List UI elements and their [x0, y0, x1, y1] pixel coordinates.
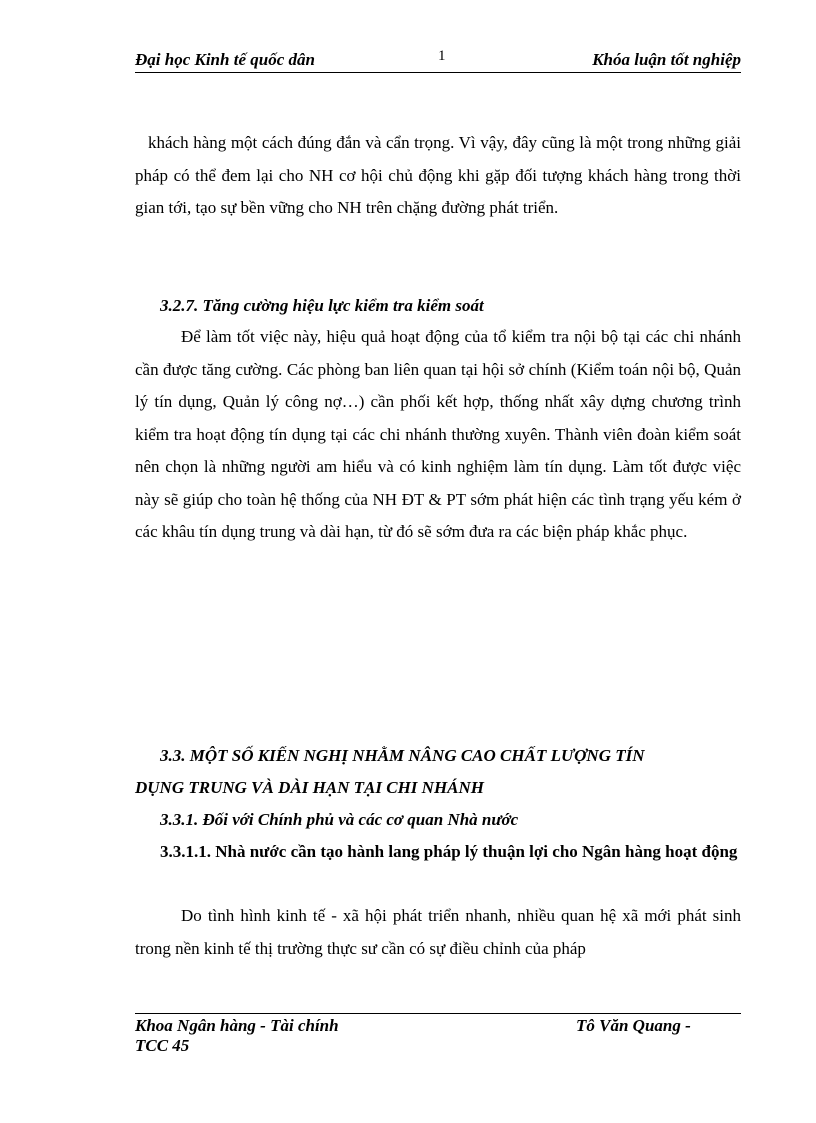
- heading-3-3-1-1: 3.3.1.1. Nhà nước cần tạo hành lang pháp lý thuận lợi cho Ngân hàng hoạt động: [160, 842, 738, 861]
- footer-divider: [135, 1013, 741, 1014]
- heading-3-3-line1: 3.3. MỘT SỐ KIẾN NGHỊ NHẰM NÂNG CAO CHẤT LƯỢNG TÍN: [160, 746, 645, 765]
- footer-faculty: Khoa Ngân hàng - Tài chính: [135, 1016, 339, 1035]
- heading-3-3-1: 3.3.1. Đối với Chính phủ và các cơ quan Nhà nước: [160, 810, 519, 829]
- header-university: Đại học Kinh tế quốc dân: [135, 50, 315, 69]
- paragraph-2: Để làm tốt việc này, hiệu quả hoạt động của tổ kiểm tra nội bộ tại các chi nhánh cần được tăng cường. Các phòng ban liên quan tại hội sở chính (Kiểm toán nội bộ, Quản lý tín dụng, Quản lý công nợ…) cần phối kết hợp, thống nhất xây dựng chương trình kiểm tra hoạt động tín dụng tại các chi nhánh thường xuyên. Thành viên đoàn kiểm soát nên chọn là những người am hiểu và có kinh nghiệm làm tín dụng. Làm tốt được việc này sẽ giúp cho toàn hệ thống của NH ĐT & PT sớm phát hiện các tình trạng yếu kém ở các khâu tín dụng trung và dài hạn, từ đó sẽ sớm đưa ra các biện pháp khắc phục.: [135, 327, 741, 541]
- paragraph-1: khách hàng một cách đúng đắn và cẩn trọng. Vì vậy, đây cũng là một trong những giải pháp có thể đem lại cho NH cơ hội chủ động khi gặp đối tượng khách hàng trong thời gian tới, tạo sự bền vững cho NH trên chặng đường phát triển.: [135, 133, 741, 217]
- heading-3-3-line2: DỤNG TRUNG VÀ DÀI HẠN TẠI CHI NHÁNH: [135, 778, 485, 797]
- header-thesis-title: Khóa luận tốt nghiệp: [592, 50, 741, 69]
- footer-author: Tô Văn Quang -: [576, 1016, 691, 1035]
- page-header: [135, 48, 741, 73]
- footer-class: TCC 45: [135, 1036, 190, 1055]
- page-number: 1: [438, 48, 446, 64]
- heading-3-2-7: 3.2.7. Tăng cường hiệu lực kiểm tra kiểm soát: [160, 296, 484, 315]
- paragraph-3: Do tình hình kinh tế - xã hội phát triển nhanh, nhiều quan hệ xã mới phát sinh trong nền kinh tế thị trường thực sư cần có sự điều chỉnh của pháp: [135, 906, 741, 958]
